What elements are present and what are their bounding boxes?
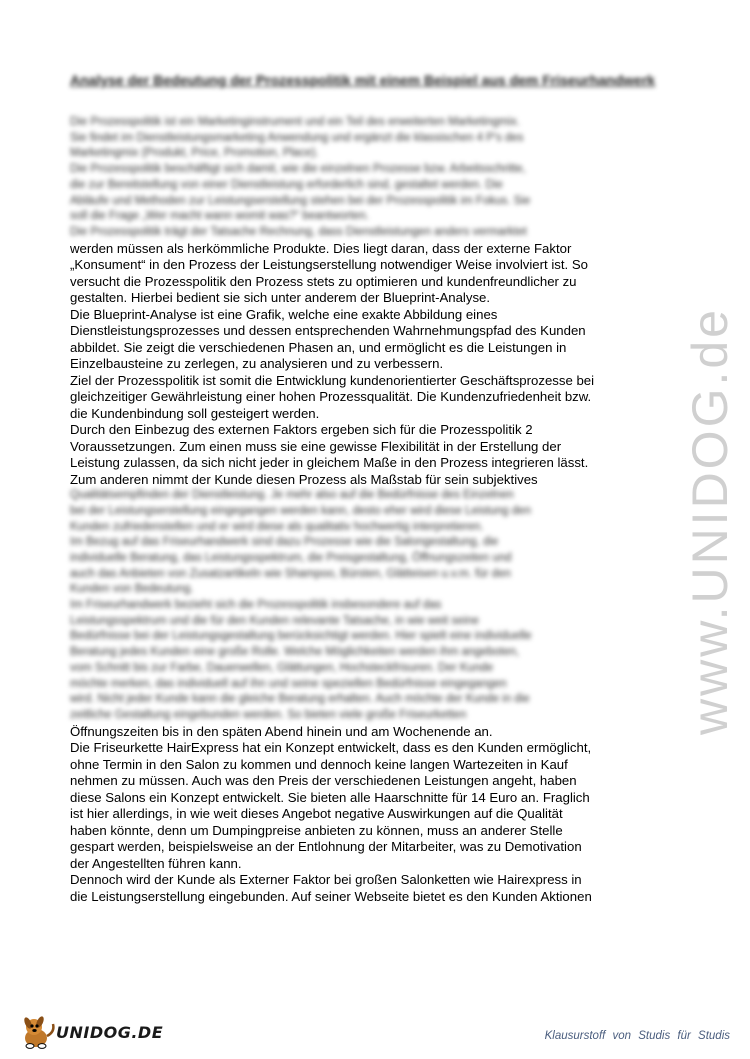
watermark-text: www.UNIDOG.de bbox=[682, 307, 738, 735]
text-line: Dennoch wird der Kunde als Externer Faktor bei großen Salonketten wie Hairexpress in bbox=[70, 872, 582, 888]
text-line: Die Prozesspolitik ist ein Marketinginstrument und ein Teil des erweiterten Marketingmix. bbox=[70, 116, 520, 128]
blurred-middle-paragraphs bbox=[70, 488, 670, 724]
text-line: Öffnungszeiten bis in den späten Abend hinein und am Wochenende an. bbox=[70, 723, 493, 739]
text-line: Beratung jedes Kunden eine große Rolle. Welche Möglichkeiten werden ihm angeboten, bbox=[70, 646, 520, 659]
text-line: die zur Bereitstellung von einer Dienstleistung erforderlich sind, gestaltet werden. Die bbox=[70, 178, 503, 191]
text-line: Kunden von Bedeutung. bbox=[70, 583, 194, 596]
text-line: der Angestellten führen kann. bbox=[70, 855, 242, 871]
logo-text: UNIDOG.DE bbox=[56, 1022, 164, 1042]
text-line: die Kundenbindung soll gesteigert werden. bbox=[70, 405, 320, 421]
text-line: Leistung zulassen, da sich nicht jeder in gleichem Maße in den Prozess integrieren lässt. bbox=[70, 455, 589, 471]
text-line: Die Blueprint-Analyse ist eine Grafik, welche eine exakte Abbildung eines bbox=[70, 306, 498, 322]
blurred-intro-paragraphs bbox=[70, 115, 670, 241]
text-line: ohne Termin in den Salon zu kommen und dennoch keine langen Wartezeiten in Kauf bbox=[70, 756, 568, 772]
text-line: auch das Anbieten von Zusatzartikeln wie Shampoo, Bürsten, Glätteisen u.v.m. für den bbox=[70, 567, 511, 580]
text-line: Die Friseurkette HairExpress hat ein Konzept entwickelt, dass es den Kunden ermöglicht, bbox=[70, 740, 592, 756]
text-line: gleichzeitiger Gewährleistung einer hohen Prozessqualität. Die Kundenzufriedenheit bzw. bbox=[70, 389, 592, 405]
document-body bbox=[70, 72, 670, 905]
text-line: diese Salons ein Konzept entwickelt. Sie bieten alle Haarschnitte für 14 Euro an. Fraglich bbox=[70, 789, 590, 805]
text-line: abbildet. Sie zeigt die verschiedenen Phasen an, und ermöglicht es die Leistungen in bbox=[70, 339, 567, 355]
text-line: Voraussetzungen. Zum einen muss sie eine gewisse Flexibilität in der Erstellung der bbox=[70, 438, 562, 454]
watermark bbox=[672, 230, 750, 750]
visible-section-2 bbox=[70, 724, 670, 906]
text-line: gespart werden, beispielsweise an der Entlohnung der Mitarbeiter, was zu Demotivation bbox=[70, 839, 582, 855]
footer-tagline: Klausurstoff von Studis für Studis bbox=[544, 1030, 730, 1042]
text-line: Im Bezug auf das Friseurhandwerk sind dazu Prozesse wie die Salongestaltung, die bbox=[70, 536, 499, 549]
dog-mascot-icon bbox=[20, 1014, 58, 1050]
text-line: Einzelbausteine zu zerlegen, zu analysieren und zu verbessern. bbox=[70, 356, 444, 372]
text-line: Im Friseurhandwerk bezieht sich die Prozesspolitik insbesondere auf das bbox=[70, 599, 442, 612]
text-line: bei der Leistungserstellung eingegangen werden kann, desto eher wird diese Leistung den bbox=[70, 504, 531, 517]
text-line: möchte merken, das individuell auf ihn und seine speziellen Bedürfnisse eingegangen bbox=[70, 677, 507, 690]
text-line: Die Prozesspolitik trägt der Tatsache Rechnung, dass Dienstleistungen anders vermarktet bbox=[70, 225, 527, 238]
text-line: wird. Nicht jeder Kunde kann die gleiche Beratung erhalten. Auch möchte der Kunde in die bbox=[70, 693, 530, 706]
text-line: die Leistungserstellung eingebunden. Auf seiner Webseite bietet es den Kunden Aktionen bbox=[70, 888, 592, 904]
text-line: Die Prozesspolitik beschäftigt sich damit, wie die einzelnen Prozesse bzw. Arbeitsschritte, bbox=[70, 163, 526, 176]
text-line: versucht die Prozesspolitik den Prozess stets zu optimieren und kundenfreundlicher zu bbox=[70, 273, 577, 289]
visible-section-1 bbox=[70, 241, 670, 489]
document-title: Analyse der Bedeutung der Prozesspolitik mit einem Beispiel aus dem Friseurhandwerk bbox=[70, 72, 656, 88]
text-line: Ziel der Prozesspolitik ist somit die Entwicklung kundenorientierter Geschäftsprozesse bei bbox=[70, 372, 595, 388]
text-line: zeitliche Gestaltung eingebunden werden. So bieten viele große Friseurketten bbox=[70, 708, 467, 721]
text-line: Durch den Einbezug des externen Faktors ergeben sich für die Prozesspolitik 2 bbox=[70, 422, 533, 438]
text-line: Dienstleistungsprozesses und dessen entsprechenden Wahrnehmungspfad des Kunden bbox=[70, 323, 586, 339]
footer-logo[interactable] bbox=[20, 1013, 163, 1051]
text-line: ist hier allerdings, in wie weit dieses Angebot negative Auswirkungen auf die Qualität bbox=[70, 806, 563, 822]
text-line: Leistungsspektrum und die für den Kunden relevante Tatsache, in wie weit seine bbox=[70, 614, 479, 627]
text-line: Bedürfnisse bei der Leistungsgestaltung berücksichtigt werden. Hier spielt eine individuelle bbox=[70, 630, 532, 643]
text-line: individuelle Beratung, das Leistungsspektrum, die Preisgestaltung, Öffnungszeiten und bbox=[70, 551, 512, 564]
text-line: werden müssen als herkömmliche Produkte. Dies liegt daran, dass der externe Faktor bbox=[70, 240, 572, 256]
text-line: Sie findet im Dienstleistungsmarketing Anwendung und ergänzt die klassischen 4 P's des bbox=[70, 131, 524, 144]
text-line: soll die Frage „Wer macht wann womit was?“ beantworten. bbox=[70, 210, 369, 223]
text-line: nehmen zu müssen. Auch was den Preis der verschiedenen Leistungen angeht, haben bbox=[70, 773, 577, 789]
text-line: „Konsument“ in den Prozess der Leistungserstellung notwendiger Weise involviert ist. So bbox=[70, 257, 588, 273]
text-line: haben könnte, denn um Dumpingpreise anbieten zu können, muss an anderer Stelle bbox=[70, 822, 563, 838]
text-line: Zum anderen nimmt der Kunde diesen Prozess als Maßstab für sein subjektives bbox=[70, 471, 538, 487]
text-line: vom Schnitt bis zur Farbe, Dauerwellen, Glättungen, Hochsteckfrisuren. Der Kunde bbox=[70, 661, 494, 674]
text-line: gestalten. Hierbei bedient sie sich unter anderem der Blueprint-Analyse. bbox=[70, 290, 491, 306]
text-line: Abläufe und Methoden zur Leistungserstellung stehen bei der Prozesspolitik im Fokus. Sie bbox=[70, 194, 531, 207]
text-line: Marketingmix (Produkt, Price, Promotion, Place). bbox=[70, 147, 319, 160]
text-line: Kunden zufriedenstellen und er wird diese als qualitativ hochwertig interpretieren. bbox=[70, 520, 484, 533]
text-line: Qualitätsempfinden der Dienstleistung. Je mehr also auf die Bedürfnisse des Einzelnen bbox=[70, 489, 514, 502]
